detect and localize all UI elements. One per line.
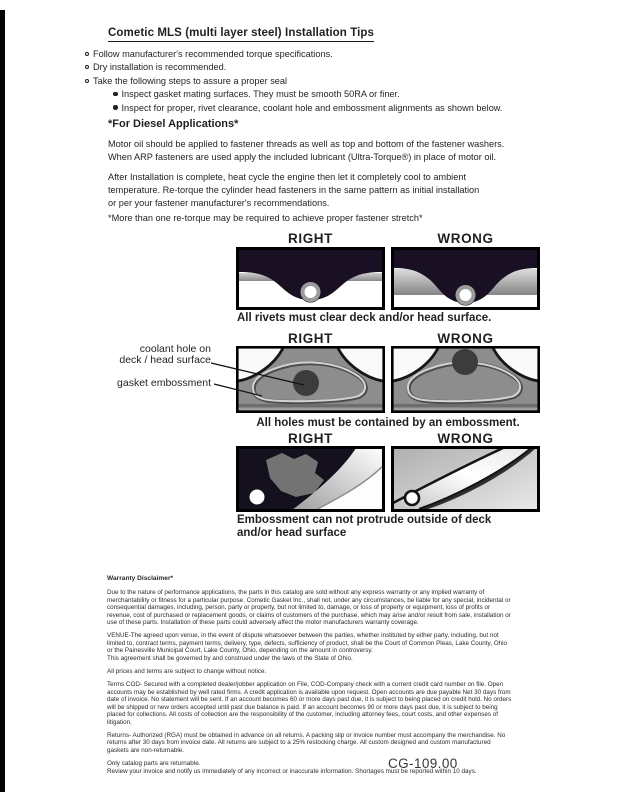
diagram-caption: All holes must be contained by an embossment. bbox=[256, 416, 520, 429]
diagram-protrusion-right bbox=[236, 446, 385, 512]
diesel-section-heading: *For Diesel Applications* bbox=[108, 118, 239, 130]
legal-paragraph: Only catalog parts are returnable. bbox=[107, 760, 201, 768]
bolt-hole-icon bbox=[250, 490, 265, 505]
annotation-coolant-hole: coolant hole on bbox=[139, 342, 211, 355]
bullet-marker-icon bbox=[85, 52, 89, 56]
diagram-rivet-right bbox=[236, 247, 385, 310]
page-code: CG-109.00 bbox=[388, 756, 458, 771]
legal-paragraph: All prices and terms are subject to change without notice. bbox=[107, 668, 267, 676]
rivet-icon bbox=[303, 284, 319, 300]
paragraph-line: or per your fastener manufacturer's recommendations. bbox=[108, 197, 330, 208]
tip-bullet bbox=[85, 49, 333, 59]
legal-paragraph: Due to the nature of performance applications, the parts in this catalog are sold without any express warranty or any implied warranty of merchantability or fitness for a particular purpose. Cometic Gasket Inc., shall not, under any circumstances, be liable for any special, incidental or consequential damages, including, person, party or property, but not limited to, damage, or loss of property or equipment, loss of profits or revenue, cost of purchased or replacement goods, or claims of customers of the purchase, which may arise and/or result from sale, installation or use of these parts. Installation of these parts could adversely affect the motor manufacturers warranty coverage. bbox=[107, 589, 511, 627]
diagram-embossment-wrong bbox=[391, 346, 540, 413]
warranty-disclaimer-block bbox=[107, 575, 514, 781]
bullet-marker-icon bbox=[113, 105, 118, 110]
diagram-caption: and/or head surface bbox=[237, 526, 347, 539]
tip-sub-bullet bbox=[113, 103, 502, 113]
tip-bullet bbox=[85, 76, 287, 86]
tip-sub-bullet-text: Inspect for proper, rivet clearance, coolant hole and embossment alignments as shown below. bbox=[121, 102, 503, 113]
bullet-marker-icon bbox=[85, 65, 89, 69]
diagram-embossment-right bbox=[236, 346, 385, 413]
bullet-marker-icon bbox=[113, 92, 118, 97]
legal-heading: Warranty Disclaimer* bbox=[107, 575, 174, 582]
tip-bullet-text: Take the following steps to assure a proper seal bbox=[93, 75, 288, 86]
legal-paragraph: This agreement shall be governed by and construed under the laws of the State of Ohio. bbox=[107, 654, 353, 662]
binding-edge-bar bbox=[0, 10, 5, 792]
legal-paragraph: VENUE-The agreed upon venue, in the event of dispute whatsoever between the parties, whether instituted by either party, including, but not limited to, contract terms, payment terms, delivery, type, defects, sufficiency of product, shall be the Court of Common Pleas, Lake County, Ohio or the Painesville Municipal Court, Lake County, Ohio, depending on the amount in controversy. bbox=[107, 632, 508, 655]
diagram-protrusion-wrong bbox=[391, 446, 540, 512]
bolt-hole-icon bbox=[405, 491, 419, 505]
paragraph-line: After Installation is complete, heat cycle the engine then let it completely cool to ambient bbox=[108, 171, 466, 182]
legal-paragraph: Review your invoice and notify us immediately of any incorrect or inaccurate information. Shortages must be reported within 10 days. bbox=[107, 767, 477, 775]
paragraph-line: Motor oil should be applied to fastener threads as well as top and bottom of the fastener washers. bbox=[108, 139, 505, 149]
legal-paragraph: Terms COD- Secured with a completed dealer/jobber application on File, COD-Company check with a current credit card number on file. Open accounts may be established by well rated firms. A credit application is available upon request. Open accounts are due payable Net 30 days from date of invoice. No statement will be sent. If an account becomes 60 or more days past due, it is subject to being placed on credit hold. No orders will be shipped or new orders accepted until past due balance is paid. If an account becomes 90 or more days past due, it is subject to being placed for collections. All costs of collection are the responsibility of the customer, including attorney fees, court costs, and other expenses of litigation. bbox=[107, 681, 512, 726]
annotation-gasket-embossment: gasket embossment bbox=[117, 377, 211, 389]
rivet-icon bbox=[458, 287, 474, 303]
legal-paragraph: Returns- Authorized (RGA) must be obtained in advance on all returns. A packing slip or invoice number must accompany the merchandise. No returns after 30 days from invoice date. All returns are subject to a 25% restocking charge. All custom designed and custom manufactured gaskets are non-returnable. bbox=[107, 731, 506, 754]
tip-bullet-text: Follow manufacturer's recommended torque specifications. bbox=[93, 48, 333, 59]
right-label: RIGHT bbox=[288, 231, 333, 246]
diagram-caption: Embossment can not protrude outside of deck bbox=[237, 514, 492, 526]
wrong-label: WRONG bbox=[437, 330, 494, 346]
paragraph-line: temperature. Re-torque the cylinder head fasteners in the same pattern as initial installation bbox=[108, 184, 480, 195]
tip-sub-bullet-text: Inspect gasket mating surfaces. They must be smooth 50RA or finer. bbox=[121, 89, 400, 99]
page-title: Cometic MLS (multi layer steel) Installation Tips bbox=[108, 27, 374, 42]
coolant-hole-icon bbox=[452, 349, 478, 375]
tip-bullet-text: Dry installation is recommended. bbox=[93, 62, 227, 72]
diagram-caption: All rivets must clear deck and/or head surface. bbox=[237, 312, 492, 324]
annotation-coolant-hole: deck / head surface bbox=[119, 354, 211, 366]
right-label: RIGHT bbox=[288, 430, 333, 446]
tip-sub-bullet bbox=[113, 89, 400, 99]
bullet-marker-icon bbox=[85, 79, 89, 83]
wrong-label: WRONG bbox=[437, 231, 494, 246]
right-label: RIGHT bbox=[288, 330, 333, 346]
retorque-note: *More than one re-torque may be required to achieve proper fastener stretch* bbox=[108, 212, 423, 223]
wrong-label: WRONG bbox=[437, 430, 494, 446]
tip-bullet bbox=[85, 62, 226, 72]
paragraph-line: When ARP fasteners are used apply the included lubricant (Ultra-Torque®) in place of motor oil. bbox=[108, 152, 497, 163]
diagram-rivet-wrong bbox=[391, 247, 540, 310]
coolant-hole-icon bbox=[293, 370, 319, 396]
